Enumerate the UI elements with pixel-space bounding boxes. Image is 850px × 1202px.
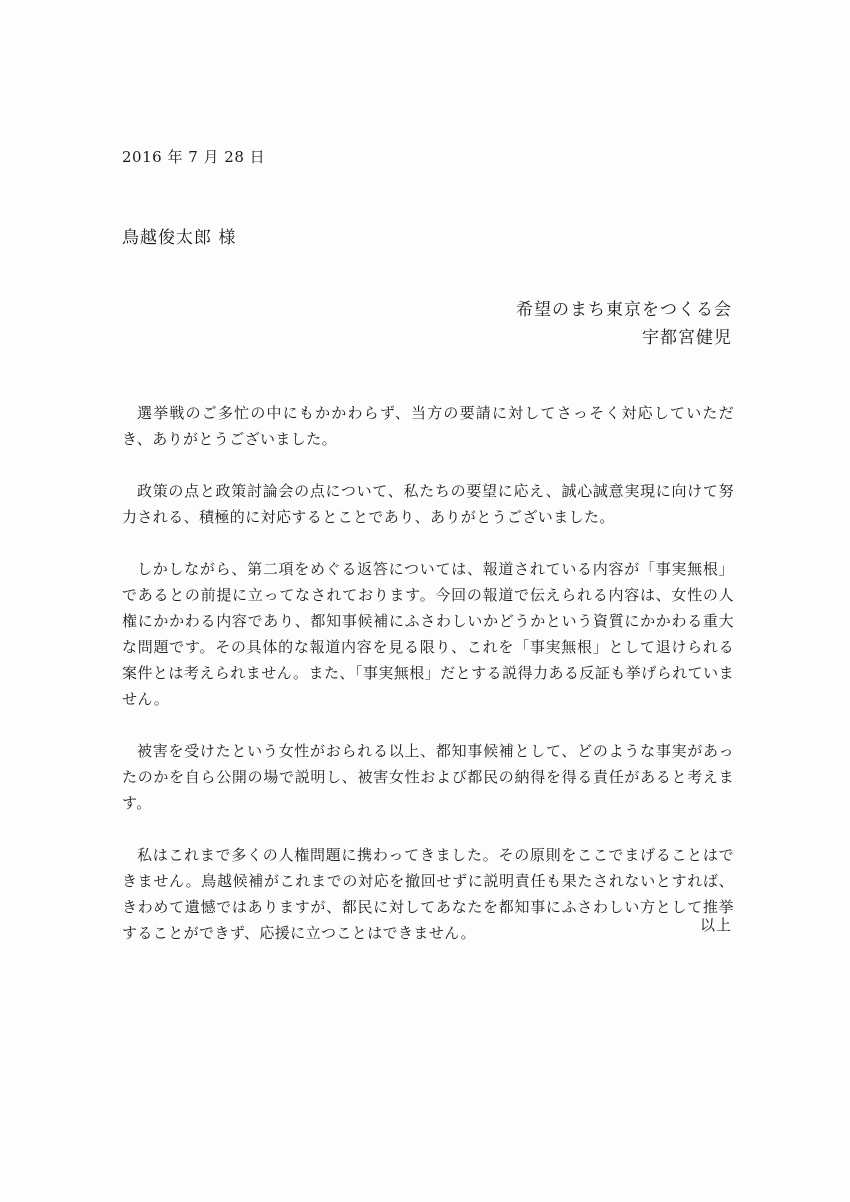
closing-mark: 以上	[699, 916, 732, 934]
sender-block	[516, 296, 732, 352]
sender-name: 宇都宮健児	[642, 328, 732, 348]
body-paragraph: 被害を受けたという女性がおられる以上、都知事候補として、どのような事実があったのかを自ら公開の場で説明し、被害女性および都民の納得を得る責任があると考えます。	[122, 742, 734, 812]
body-paragraph: しかしながら、第二項をめぐる返答については、報道されている内容が「事実無根」であるとの前提に立ってなされております。今回の報道で伝えられる内容は、女性の人権にかかわる内容であり、都知事候補にふさわしいかどうかという資質にかかわる重大な問題です。その具体的な報道内容を見る限り、これを「事実無根」として退けられる案件とは考えられません。また、「事実無根」だとする説得力ある反証も挙げられていません。	[122, 560, 734, 708]
letter-body	[122, 400, 734, 972]
body-paragraph: 選挙戦のご多忙の中にもかかわらず、当方の要請に対してさっそく対応していただき、ありがとうございました。	[122, 404, 734, 448]
addressee: 鳥越俊太郎 様	[122, 228, 237, 248]
body-paragraph: 私はこれまで多くの人権問題に携わってきました。その原則をここでまげることはできません。鳥越候補がこれまでの対応を撤回せずに説明責任も果たされないとすれば、きわめて遺憾ではありますが、都民に対してあなたを都知事にふさわしい方として推挙することができず、応援に立つことはできません。	[122, 846, 734, 942]
letter-date: 2016 年 7 月 28 日	[122, 148, 266, 166]
sender-organization: 希望のまち東京をつくる会	[516, 300, 732, 320]
body-paragraph: 政策の点と政策討論会の点について、私たちの要望に応え、誠心誠意実現に向けて努力される、積極的に対応するとことであり、ありがとうございました。	[122, 482, 734, 526]
